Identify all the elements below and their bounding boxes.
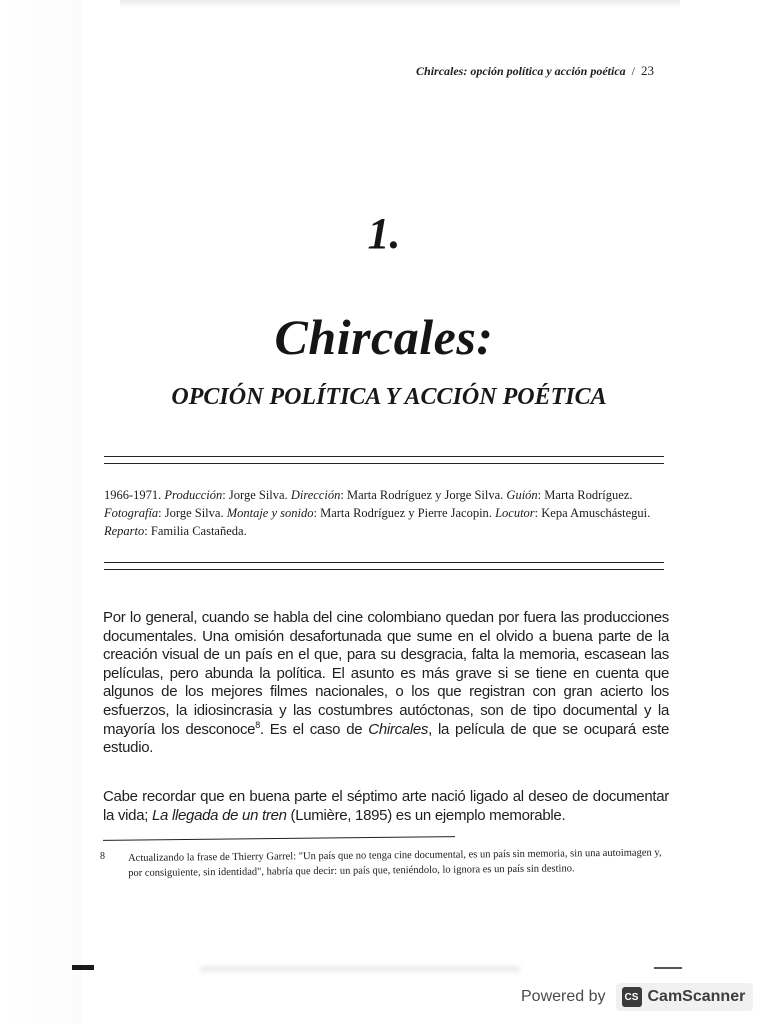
- paragraph-2-text: Cabe recordar que en buena parte el séptimo arte nació ligado al deseo de documentar la vida;: [103, 788, 669, 824]
- credit-value-montaje: Marta Rodríguez y Pierre Jacopin.: [320, 506, 492, 520]
- credit-label-produccion: Producción: [164, 488, 223, 502]
- credits-years: 1966-1971.: [104, 488, 162, 502]
- paragraph-1-text-cont: . Es el caso de: [259, 720, 369, 738]
- credit-value-direccion: Marta Rodríguez y Jorge Silva.: [346, 488, 504, 502]
- running-title: Chircales: opción política y acción poética: [416, 64, 626, 78]
- crop-mark-left: [72, 965, 94, 970]
- watermark-powered-by: Powered by: [521, 988, 606, 1005]
- film-credits: 1966-1971. Producción: Jorge Silva. Dirección: Marta Rodríguez y Jorge Silva. Guión: Marta Rodríguez. Fotografía: Jorge Silva. Montaje y sonido: Marta Rodríguez y Pierre Jacopin. Locutor: Kepa Amuschástegui. Reparto: Familia Castañeda.: [104, 488, 651, 538]
- film-title-chircales: Chircales: [368, 720, 429, 738]
- chapter-subtitle: OPCIÓN POLÍTICA Y ACCIÓN POÉTICA: [171, 384, 607, 410]
- scan-shadow: [120, 0, 680, 8]
- credit-label-fotografia: Fotografía: [104, 506, 159, 520]
- bleed-through: [200, 966, 520, 972]
- chapter-title: Chircales:: [274, 309, 494, 365]
- watermark-brand: CamScanner: [647, 988, 746, 1005]
- camscanner-logo-icon: CS: [622, 987, 642, 1007]
- chapter-number: 1.: [367, 209, 401, 258]
- paragraph-2-text-end: (Lumière, 1895) es un ejemplo memorable.: [286, 806, 566, 824]
- body-paragraph-2: [103, 788, 669, 825]
- credit-label-guion: Guión: [506, 488, 538, 502]
- header-separator: /: [631, 64, 635, 78]
- credits-top-rule-2: [104, 463, 664, 464]
- credit-value-fotografia: Jorge Silva.: [164, 506, 224, 520]
- credit-label-reparto: Reparto: [104, 524, 145, 538]
- camscanner-watermark: [521, 982, 753, 1012]
- credits-top-rule-1: [104, 456, 664, 457]
- footnote-text: Actualizando la frase de Thierry Garrel: "Un país que no tenga cine documental, es un país sin memoria, sin una autoimagen y, por consiguiente, sin identidad", habría que decir: un país que, teniéndolo, lo ignora es un país sin destino.: [128, 847, 662, 879]
- body-paragraph-1: [103, 609, 669, 758]
- credit-value-guion: Marta Rodríguez.: [544, 488, 633, 502]
- film-title-llegada: La llegada de un tren: [152, 806, 287, 824]
- running-header: [416, 63, 654, 79]
- credit-label-locutor: Locutor: [495, 506, 535, 520]
- credit-value-reparto: Familia Castañeda.: [150, 524, 247, 538]
- paragraph-1-text-end: , la película de que se ocupará este estudio.: [103, 720, 670, 757]
- credits-bottom-rule-2: [104, 569, 664, 570]
- footnote-separator: [103, 836, 455, 841]
- crop-mark-right: [654, 967, 682, 969]
- credit-label-montaje: Montaje y sonido: [226, 506, 314, 520]
- paragraph-1-text: Por lo general, cuando se habla del cine colombiano quedan por fuera las producciones documentales. Una omisión desafortunada que sume en el olvido a buena parte de la creación visual de un país en el que, para su desgracia, falta la memoria, escasean las películas, pero abunda la política. El asunto es más grave si se tiene en cuenta que algunos de los mejores filmes nacionales, o los que registran con gran acierto los esfuerzos, la idiosincrasia y las costumbres autóctonas, son de tipo documental y la mayoría los desconoce: [103, 609, 669, 738]
- credits-bottom-rule-1: [104, 562, 664, 563]
- credit-value-produccion: Jorge Silva.: [228, 488, 288, 502]
- footnote-marker: 8: [100, 851, 105, 862]
- watermark-badge: [616, 983, 754, 1011]
- footnote-reference: 8: [255, 719, 260, 730]
- credit-value-locutor: Kepa Amuschástegui.: [541, 506, 651, 520]
- page-number: 23: [641, 63, 654, 78]
- credit-label-direccion: Dirección: [290, 488, 341, 502]
- page-left-margin: [0, 0, 82, 1024]
